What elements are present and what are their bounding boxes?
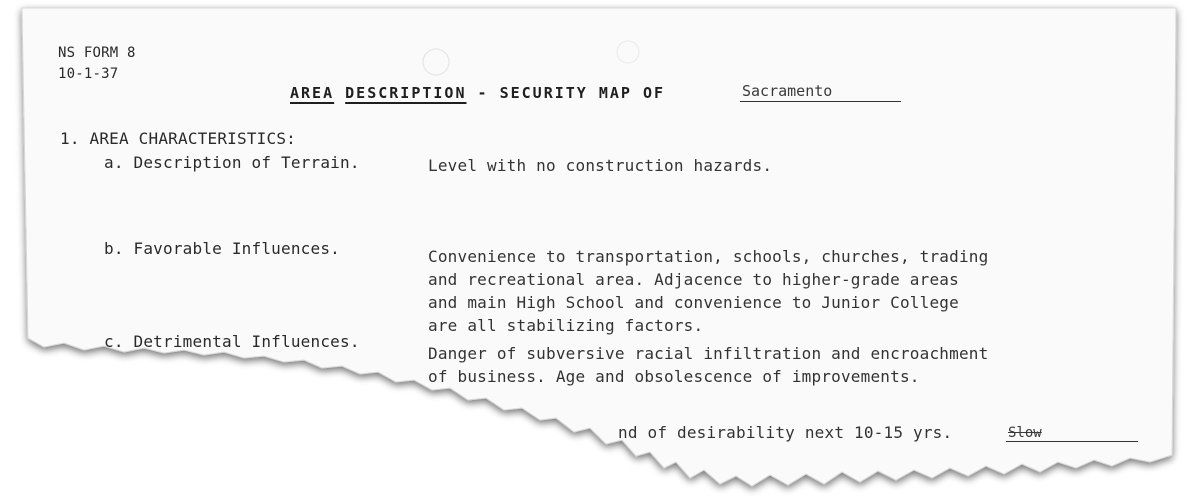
form-id: NS FORM 8 xyxy=(58,45,136,61)
item-d-value: Slow xyxy=(1008,425,1042,441)
item-c-line-2: of business. Age and obsolescence of improvements. xyxy=(428,367,920,386)
item-b-line-2: and recreational area. Adjacence to higher-grade areas xyxy=(428,270,959,289)
item-c-label: c. Detrimental Influences. xyxy=(104,332,360,351)
item-b-line-4: are all stabilizing factors. xyxy=(428,316,704,335)
page-title xyxy=(290,84,665,102)
item-a-label: a. Description of Terrain. xyxy=(104,153,360,172)
city-field xyxy=(740,82,901,102)
item-d-field xyxy=(1006,425,1138,442)
city-value: Sacramento xyxy=(742,82,833,100)
title-word-description: DESCRIPTION xyxy=(345,84,467,102)
title-rest: - SECURITY MAP OF xyxy=(477,84,666,102)
item-c-line-1: Danger of subversive racial infiltration and encroachment xyxy=(428,344,989,363)
form-date: 10-1-37 xyxy=(58,66,119,82)
item-b-line-3: and main High School and convenience to Junior College xyxy=(428,293,959,312)
item-b-label: b. Favorable Influences. xyxy=(104,239,340,258)
section-heading: 1. AREA CHARACTERISTICS: xyxy=(60,129,296,148)
item-d-text: nd of desirability next 10-15 yrs. xyxy=(618,423,953,442)
title-word-area: AREA xyxy=(290,84,335,102)
item-a-text: Level with no construction hazards. xyxy=(428,156,773,175)
item-b-line-1: Convenience to transportation, schools, churches, trading xyxy=(428,247,989,266)
